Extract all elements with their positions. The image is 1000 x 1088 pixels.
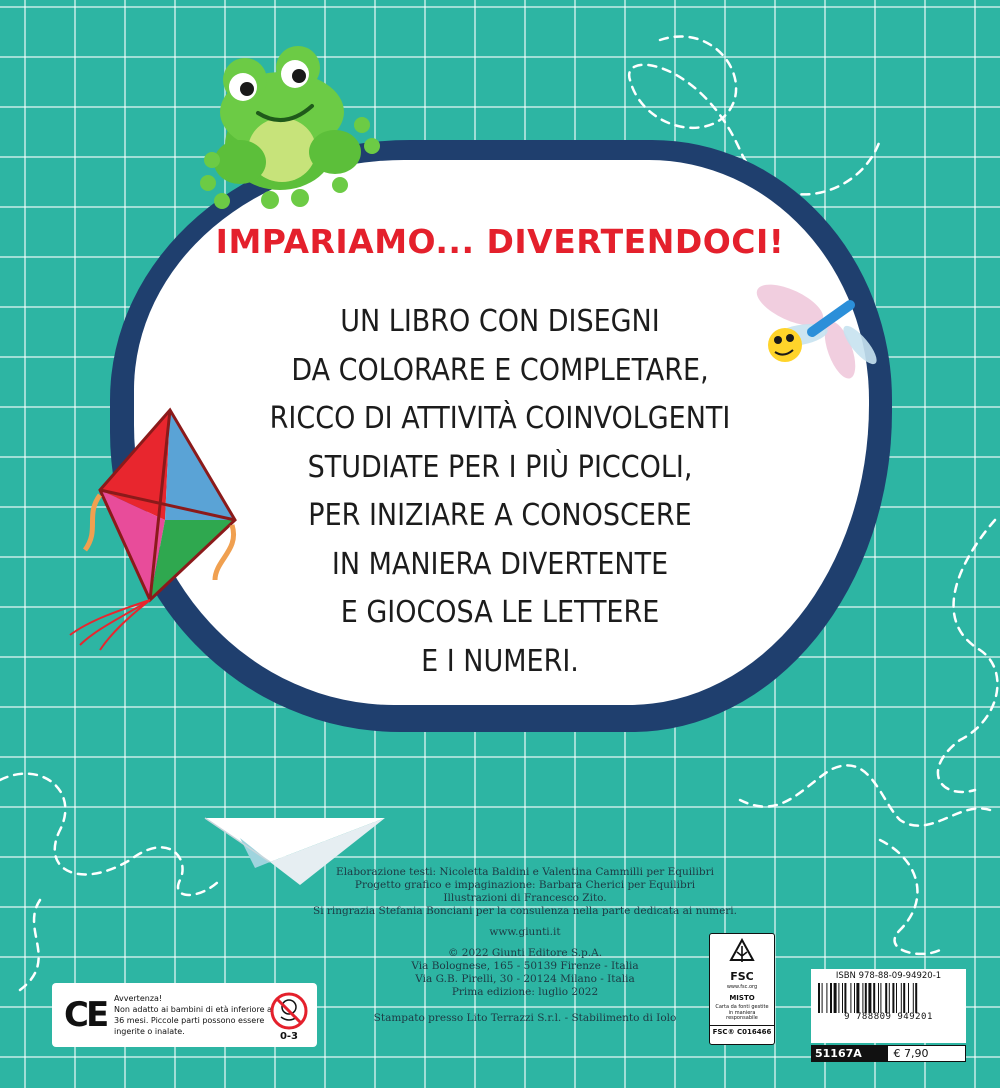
barcode-bar — [822, 983, 823, 1013]
colophon — [300, 866, 750, 1025]
barcode-bar — [844, 983, 846, 1013]
website-text: www.giunti.it — [489, 926, 561, 938]
safety-warning-label — [52, 983, 317, 1047]
barcode-bar — [903, 983, 905, 1013]
barcode-bar — [873, 983, 875, 1013]
product-code: 51167A — [811, 1045, 887, 1062]
isbn-text: ISBN 978-88-09-94920-1 — [835, 971, 942, 981]
warning-text — [114, 993, 274, 1037]
barcode-icon — [816, 983, 961, 1013]
barcode-box — [811, 969, 966, 1043]
barcode-bar — [842, 983, 843, 1013]
price-row — [811, 1045, 966, 1062]
credit-line: Progetto grafico e impaginazione: Barbara Cherici per Equilibri — [354, 879, 696, 891]
publisher-line: Via G.B. Pirelli, 30 - 20124 Milano - Italia — [415, 973, 635, 985]
barcode-bar — [865, 983, 867, 1013]
blurb-line: IN MANIERA DIVERTENTE — [331, 546, 669, 582]
blurb-line: DA COLORARE E COMPLETARE, — [291, 352, 709, 388]
credit-line: Elaborazione testi: Nicoletta Baldini e Valentina Cammilli per Equilibri — [336, 866, 714, 878]
fsc-website: www.fsc.org — [726, 984, 758, 990]
barcode-bar — [908, 983, 909, 1013]
barcode-bar — [913, 983, 914, 1013]
barcode-bar — [901, 983, 902, 1013]
barcode-bar — [892, 983, 894, 1013]
age-label: 0-3 — [279, 1031, 299, 1041]
publisher-line: Prima edizione: luglio 2022 — [451, 986, 599, 998]
barcode-bar — [850, 983, 851, 1013]
age-restriction-icon — [266, 989, 312, 1041]
warning-title: Avvertenza! — [114, 994, 163, 1003]
barcode-bar — [868, 983, 871, 1013]
blurb-line: UN LIBRO CON DISEGNI — [340, 304, 660, 339]
fsc-category: MISTO — [729, 994, 755, 1002]
headline: IMPARIAMO... DIVERTENDOCI! — [215, 222, 785, 261]
barcode-bar — [834, 983, 837, 1013]
fsc-logo: FSC — [730, 970, 754, 983]
blurb-line: RICCO DI ATTIVITÀ COINVOLGENTI — [269, 401, 731, 436]
price: € 7,90 — [887, 1045, 967, 1062]
barcode-bar — [885, 983, 887, 1013]
barcode-bar — [880, 983, 881, 1013]
credit-line: Si ringrazia Stefania Bonciani per la consulenza nella parte dedicata ai numeri. — [313, 905, 737, 917]
barcode-bar — [826, 983, 827, 1013]
barcode-bar — [818, 983, 820, 1013]
printer-line: Stampato presso Lito Terrazzi S.r.l. - Stabilimento di Iolo — [373, 1012, 677, 1024]
blurb-line: E I NUMERI. — [421, 643, 579, 679]
barcode-bar — [856, 983, 859, 1013]
blurb-line: E GIOCOSA LE LETTERE — [340, 595, 660, 630]
fsc-code: FSC® C016466 — [710, 1025, 774, 1036]
warning-body: Non adatto ai bambini di età inferiore a 36 mesi. Piccole parti possono essere ingerite o inalate. — [114, 1005, 272, 1036]
ce-mark: CE — [64, 995, 107, 1035]
fsc-label — [709, 933, 775, 1045]
blurb-text — [210, 298, 790, 686]
blurb-line: PER INIZIARE A CONOSCERE — [308, 498, 692, 533]
barcode-bar — [889, 983, 890, 1013]
barcode-bar — [862, 983, 863, 1013]
barcode-bar — [838, 983, 839, 1013]
blurb-line: STUDIATE PER I PIÙ PICCOLI, — [307, 449, 693, 485]
credit-line: Illustrazioni di Francesco Zito. — [443, 892, 607, 904]
barcode-bar — [830, 983, 832, 1013]
fsc-tree-icon — [727, 938, 757, 964]
barcode-bar — [915, 983, 917, 1013]
barcode-bar — [878, 983, 879, 1013]
barcode-bar — [854, 983, 855, 1013]
publisher-line: Via Bolognese, 165 - 50139 Firenze - Italia — [411, 960, 639, 972]
publisher-line: © 2022 Giunti Editore S.p.A. — [447, 947, 603, 959]
barcode-bar — [896, 983, 897, 1013]
ean-text: 9 788809 949201 — [844, 1012, 933, 1022]
fsc-description: Carta da fonti gestite in maniera responsabile — [715, 1004, 769, 1021]
